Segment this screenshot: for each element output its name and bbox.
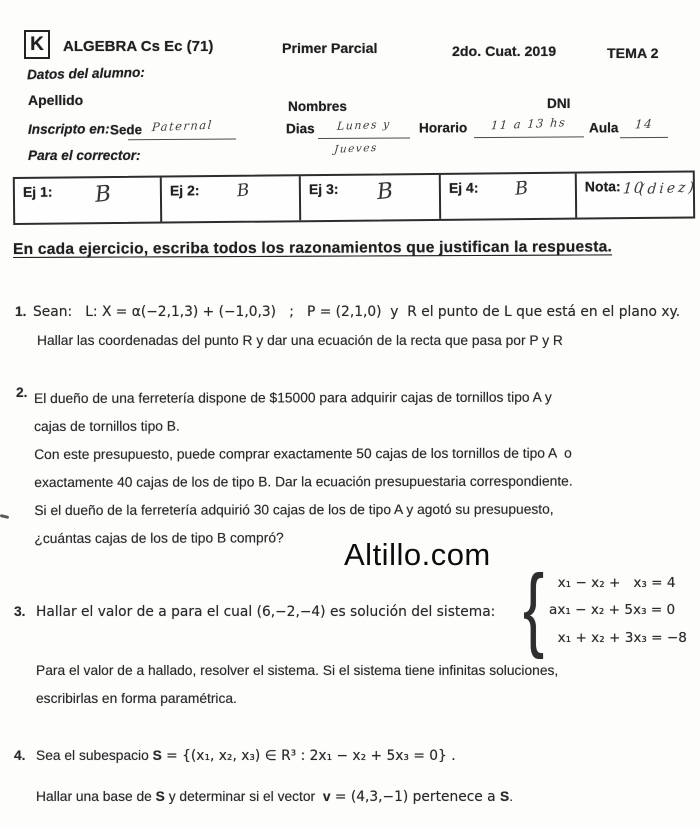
- sede-field: [128, 117, 236, 141]
- horario-label: Horario: [418, 120, 468, 136]
- sede-value: Paternal: [150, 117, 213, 135]
- exercise-4-line-1: [36, 748, 456, 764]
- exam-type: Primer Parcial: [282, 41, 378, 57]
- nota-cell: [577, 172, 698, 217]
- equation-line-1: x₁ − x₂ + x₃ = 4: [549, 575, 676, 591]
- grade-cell-label: Ej 2:: [169, 182, 200, 199]
- ex4-line2-end: .: [509, 789, 514, 804]
- k-letter: K: [30, 34, 44, 55]
- watermark: Altillo.com: [344, 537, 491, 572]
- corrector-label: Para el corrector:: [28, 148, 141, 163]
- grade-cell-ej4: [441, 174, 577, 219]
- aula-label: Aula: [588, 120, 619, 136]
- grade-cell-label: Ej 1:: [22, 183, 53, 200]
- sede-label: Sede: [109, 122, 143, 138]
- equation-line-3: x₁ + x₂ + 3x₃ = −8: [549, 629, 687, 646]
- grade-cell-label: Ej 4:: [448, 179, 479, 196]
- grade-value: B: [236, 180, 251, 202]
- horario-value: 11 a 13 hs: [490, 115, 568, 133]
- exercise-4-line-2: [36, 789, 513, 805]
- grade-value: B: [375, 178, 395, 206]
- exercise-3-line-1: Hallar el valor de a para el cual (6,−2,−4) es solución del sistema:: [36, 604, 496, 620]
- exercise-2-line: Si el dueño de la ferretería adquirió 30 cajas de los de tipo A y agotó su presupuesto,: [34, 501, 554, 518]
- dias-value-2-wrap: [334, 139, 378, 157]
- exercise-2-line: Con este presupuesto, puede comprar exactamente 50 cajas de los tornillos de tipo A o: [34, 445, 572, 462]
- ex4-v-symbol: v: [322, 789, 331, 804]
- k-box: [24, 30, 50, 59]
- tema-label: TEMA 2: [607, 46, 659, 62]
- apellido-label: Apellido: [28, 92, 84, 108]
- grades-table: [13, 170, 698, 225]
- exercise-2-body: [34, 384, 573, 553]
- horario-field: [474, 114, 584, 138]
- nombres-label: Nombres: [288, 99, 347, 114]
- system-brace: {: [523, 555, 545, 660]
- dias-value: Lunes y: [336, 117, 392, 133]
- grade-value: B: [93, 181, 113, 208]
- grade-cell-label: Ej 3:: [308, 180, 339, 198]
- exercise-4-number: 4.: [14, 748, 26, 763]
- dias-value-2: Jueves: [333, 141, 379, 156]
- grade-cell-ej3: [301, 175, 441, 220]
- exercise-1-number: 1.: [15, 304, 27, 319]
- exercise-2-line: cajas de tornillos tipo B.: [34, 418, 180, 434]
- dias-field: [318, 115, 410, 139]
- inscripto-label: Inscripto en:: [27, 121, 110, 137]
- dni-label: DNI: [547, 96, 571, 111]
- aula-value: 14: [634, 116, 654, 132]
- grade-value: B: [513, 177, 529, 200]
- exercise-2-line: El dueño de una ferretería dispone de $15000 para adquirir cajas de tornillos tipo A y: [34, 389, 552, 406]
- scan-artifact: [0, 514, 9, 519]
- exercise-3-line-2: Para el valor de a hallado, resolver el sistema. Si el sistema tiene infinitas soluciones,: [36, 663, 559, 678]
- nota-label: Nota:: [584, 178, 621, 195]
- exercise-1-line-1: Sean: L: X = α(−2,1,3) + (−1,0,3) ; P = (2,1,0) y R el punto de L que está en el plano xy.: [33, 304, 681, 320]
- datos-alumno-label: Datos del alumno:: [26, 64, 145, 83]
- exercise-3-number: 3.: [14, 604, 26, 619]
- grade-cell-ej2: [162, 176, 301, 221]
- ex4-line2-post: = (4,3,−1) pertenece a: [330, 789, 500, 805]
- equation-system: [549, 570, 687, 652]
- nota-words: (diez): [638, 179, 698, 199]
- ex4-s-symbol: S: [500, 789, 510, 804]
- ex4-line2-mid: y determinar si el vector: [164, 789, 323, 804]
- instruction-heading: En cada ejercicio, escriba todos los razonamientos que justifican la respuesta.: [12, 238, 613, 258]
- ex4-line1-pre: Sea el subespacio: [36, 748, 153, 763]
- exercise-3-line-3: escribirlas en forma paramétrica.: [36, 691, 237, 706]
- exercise-1-line-2: Hallar las coordenadas del punto R y dar una ecuación de la recta que pasa por P y R: [37, 333, 563, 348]
- aula-field: [620, 115, 668, 138]
- exercise-2-number: 2.: [16, 385, 28, 400]
- course-title: ALGEBRA Cs Ec (71): [63, 38, 214, 55]
- dias-label: Dias: [285, 121, 315, 137]
- grade-cell-ej1: [15, 178, 162, 223]
- ex4-s-symbol: S: [152, 748, 162, 763]
- exercise-2-line: exactamente 40 cajas de los de tipo B. Dar la ecuación presupuestaria correspondiente.: [34, 473, 573, 490]
- nota-number: 10: [622, 178, 646, 198]
- ex4-line2-pre: Hallar una base de: [36, 789, 156, 804]
- exercise-2-line: ¿cuántas cajas de los de tipo B compró?: [34, 529, 284, 546]
- term-label: 2do. Cuat. 2019: [452, 44, 557, 60]
- ex4-s-symbol: S: [155, 789, 165, 804]
- equation-line-2: ax₁ − x₂ + 5x₃ = 0: [549, 602, 676, 619]
- ex4-set-definition: = {(x₁, x₂, x₃) ∈ R³ : 2x₁ − x₂ + 5x₃ = 0} .: [161, 748, 456, 764]
